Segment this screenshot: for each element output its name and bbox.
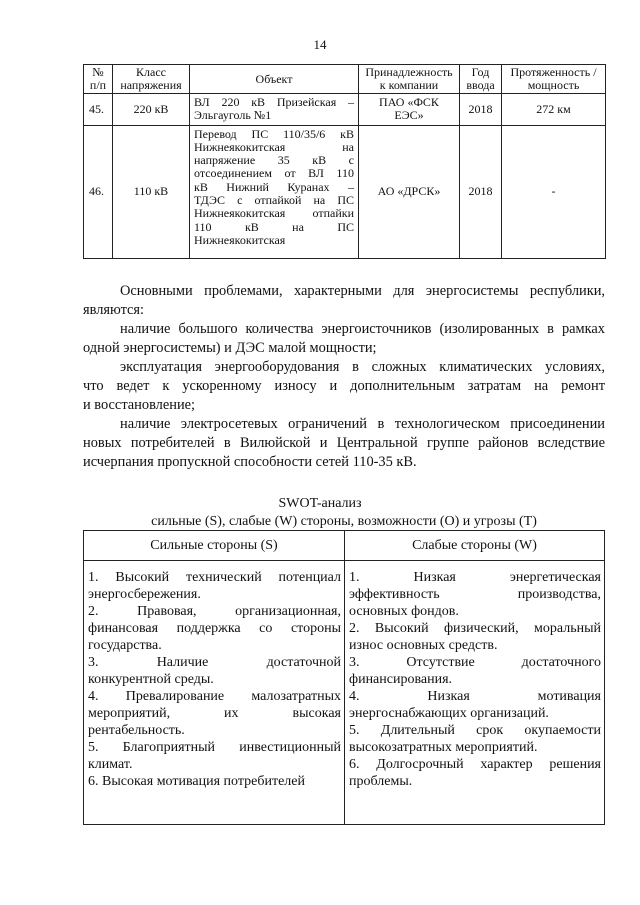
- swot-title: SWOT-анализ: [278, 496, 362, 511]
- text-line: 2. Правовая, организационная,: [88, 604, 341, 619]
- text-line: проблемы.: [349, 774, 413, 789]
- list-item: [88, 603, 341, 654]
- object-line: Нижнеякокитская отпайки: [194, 206, 354, 221]
- cell-company: [359, 125, 460, 258]
- cell-object: [190, 94, 359, 126]
- text-line: финансовая поддержка со стороны: [88, 621, 341, 636]
- text-line: 6. Высокая мотивация потребителей: [88, 774, 305, 789]
- text-line: что ведет к ускоренному износу и дополнительным затратам на ремонт: [83, 378, 605, 394]
- swot-table: [83, 530, 605, 825]
- text-line: одной энергосистемы) и ДЭС малой мощности;: [83, 340, 377, 356]
- text-line: 1. Низкая энергетическая: [349, 570, 601, 585]
- list-item: [349, 654, 601, 688]
- object-line: ВЛ 220 кВ Призейская –: [194, 95, 354, 109]
- company-line: АО «ДРСК»: [377, 184, 441, 199]
- object-line: кВ Нижний Куранах –: [194, 179, 354, 194]
- list-item: [349, 569, 601, 620]
- text-line: высокозатратных мероприятий.: [349, 740, 538, 755]
- text-line: наличие большого количества энергоисточников (изолированных в рамках: [120, 321, 605, 337]
- list-item: [88, 569, 341, 603]
- object-line: Эльгауголь №1: [194, 108, 272, 123]
- list-item: [349, 688, 601, 722]
- text-line: энергосбережения.: [88, 587, 201, 602]
- text-line: климат.: [88, 757, 133, 772]
- cell-company: [359, 94, 460, 126]
- text-line: эффективность производства,: [349, 587, 601, 602]
- strengths-header: Сильные стороны (S): [84, 531, 345, 561]
- list-item: [88, 688, 341, 739]
- text-line: Основными проблемами, характерными для энергосистемы республики,: [120, 283, 605, 299]
- text-line: исчерпания пропускной способности сетей 110-35 кВ.: [83, 454, 417, 470]
- text-line: 3. Наличие достаточной: [88, 655, 341, 670]
- weaknesses-header: Слабые стороны (W): [345, 531, 605, 561]
- object-line: Нижнеякокитская: [194, 232, 286, 247]
- list-item: [88, 773, 341, 790]
- table-header-row: [84, 65, 606, 94]
- text-line: 3. Отсутствие достаточного: [349, 655, 601, 670]
- text-line: 4. Низкая мотивация: [349, 689, 601, 704]
- text-line: мероприятий, их высокая: [88, 706, 341, 721]
- power-lines-table: [83, 64, 606, 259]
- object-line: ТДЭС с отпайкой на ПС: [194, 193, 354, 208]
- weaknesses-list: [345, 561, 605, 825]
- paragraph-problem-3: [83, 415, 605, 472]
- list-item: [349, 620, 601, 654]
- text-line: новых потребителей в Вилюйской и Центральной группе районов вследствие: [83, 435, 605, 451]
- text-line: государства.: [88, 638, 162, 653]
- paragraph-problems-intro: [83, 282, 605, 320]
- table-row: [84, 94, 606, 126]
- header-company: Принадлежность к компании: [359, 65, 460, 94]
- text-line: 1. Высокий технический потенциал: [88, 570, 341, 585]
- paragraph-problem-2: [83, 358, 605, 415]
- text-line: 4. Превалирование малозатратных: [88, 689, 341, 704]
- list-item: [88, 739, 341, 773]
- object-line: Нижнеякокитская на: [194, 139, 354, 154]
- text-line: 5. Длительный срок окупаемости: [349, 723, 601, 738]
- paragraph-problem-1: [83, 320, 605, 358]
- cell-length: 272 км: [502, 94, 606, 126]
- swot-content-row: [84, 561, 605, 825]
- header-length: Протяженность / мощность: [502, 65, 606, 94]
- object-line: отсоединением от ВЛ 110: [194, 166, 354, 181]
- swot-subtitle: сильные (S), слабые (W) стороны, возможности (O) и угрозы (T): [151, 514, 537, 529]
- text-line: наличие электросетевых ограничений в технологическом присоединении: [120, 416, 605, 432]
- cell-year: 2018: [460, 125, 502, 258]
- strengths-list: [84, 561, 345, 825]
- object-line: напряжение 35 кВ с: [194, 153, 354, 168]
- text-line: и восстановление;: [83, 397, 196, 413]
- object-line: 110 кВ на ПС: [194, 219, 354, 234]
- text-line: конкурентной среды.: [88, 672, 214, 687]
- header-num: № п/п: [84, 65, 113, 94]
- header-year: Год ввода: [460, 65, 502, 94]
- text-line: энергоснабжающих организаций.: [349, 706, 549, 721]
- cell-num: 45.: [84, 94, 113, 126]
- text-line: эксплуатация энергооборудования в сложных климатических условиях,: [120, 359, 605, 375]
- text-line: рентабельность.: [88, 723, 185, 738]
- cell-num: 46.: [84, 125, 113, 258]
- list-item: [349, 722, 601, 756]
- cell-voltage: 110 кВ: [113, 125, 190, 258]
- text-line: 5. Благоприятный инвестиционный: [88, 740, 341, 755]
- cell-object: [190, 125, 359, 258]
- page-number: 14: [313, 37, 327, 52]
- text-line: являются:: [83, 302, 145, 318]
- text-line: 6. Долгосрочный характер решения: [349, 757, 601, 772]
- swot-header-row: [84, 531, 605, 561]
- cell-year: 2018: [460, 94, 502, 126]
- text-line: износ основных средств.: [349, 638, 498, 653]
- table-row: [84, 125, 606, 258]
- company-line: ЕЭС»: [394, 108, 424, 123]
- cell-length: -: [502, 125, 606, 258]
- header-object: Объект: [190, 65, 359, 94]
- header-voltage: Класс напряжения: [113, 65, 190, 94]
- cell-voltage: 220 кВ: [113, 94, 190, 126]
- text-line: финансирования.: [349, 672, 453, 687]
- list-item: [349, 756, 601, 790]
- text-line: 2. Высокий физический, моральный: [349, 621, 601, 636]
- list-item: [88, 654, 341, 688]
- company-line: ПАО «ФСК: [379, 95, 439, 110]
- object-line: Перевод ПС 110/35/6 кВ: [194, 126, 354, 141]
- text-line: основных фондов.: [349, 604, 459, 619]
